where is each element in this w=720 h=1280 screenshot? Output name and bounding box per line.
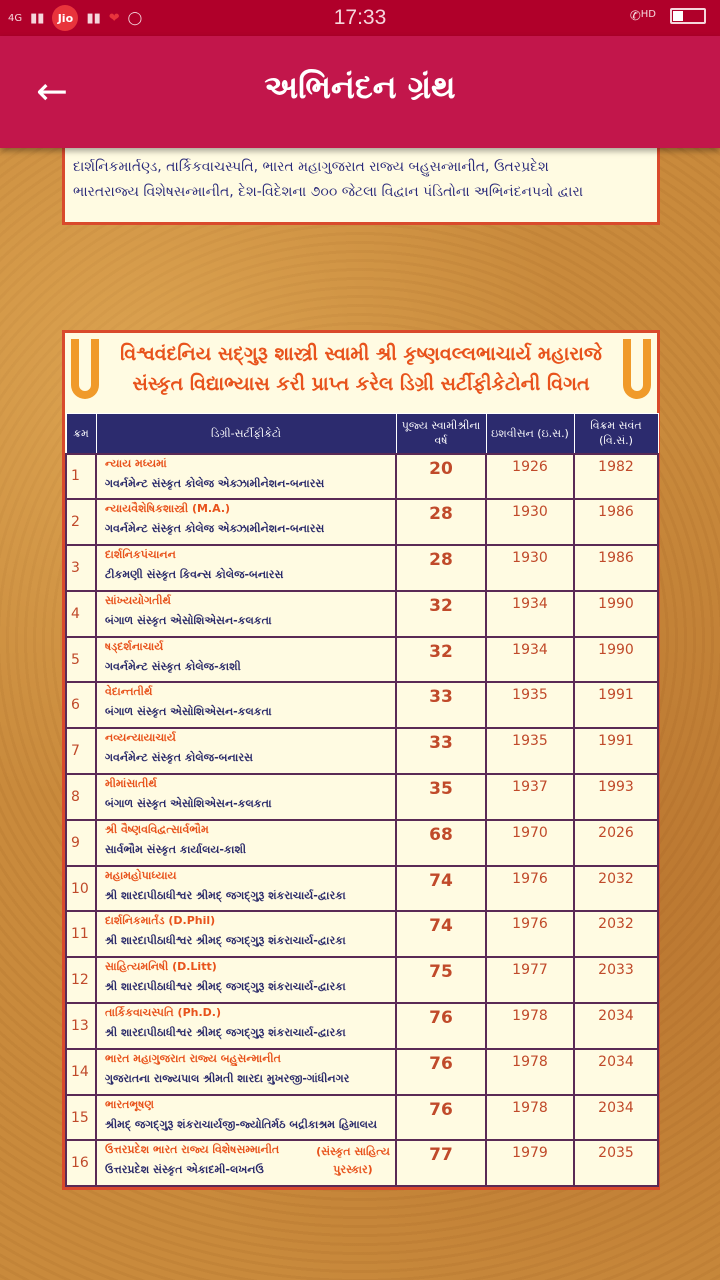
table-row [66,591,658,637]
col-header-serial: ક્રમ [66,414,96,454]
age-cell: 75 [396,957,486,1003]
signal-icon-2: ▮▮ [86,10,101,26]
ad-year-cell: 1978 [486,1003,574,1049]
carrier-badge: Jio [52,5,78,31]
table-row [66,957,658,1003]
degree-title: તાર્કિકવાચસ્પતિ (Ph.D.) [105,1006,221,1020]
serial-cell: 5 [66,637,96,683]
age-cell: 33 [396,682,486,728]
institution: ટીકમણી સંસ્કૃત કિવન્સ કોલેજ-બનારસ [105,568,284,582]
vs-year-cell: 2033 [574,957,658,1003]
institution: ગવર્નમેન્ટ સંસ્કૃત કોલેજ-બનારસ [105,751,253,765]
age-cell: 32 [396,591,486,637]
ad-year-cell: 1926 [486,454,574,500]
degree-cell [96,1049,396,1095]
ad-year-cell: 1978 [486,1049,574,1095]
serial-cell: 7 [66,728,96,774]
ad-year-cell: 1937 [486,774,574,820]
intro-line: ભારતરાજ્ય વિશેષસન્માનીત, દેશ-વિદેશના ૭૦૦ જેટલા વિદ્વાન પંડિતોના અભિનંદનપત્રો દ્વારા [73,184,584,200]
clock: 17:33 [333,6,387,29]
age-cell: 68 [396,820,486,866]
degree-cell [96,682,396,728]
institution: ગુજરાતના રાજ્યપાલ શ્રીમતી શારદા મુખરજી-ગાંધીનગર [105,1071,350,1085]
table-row [66,820,658,866]
vs-year-cell: 2032 [574,866,658,912]
page-title: અભિનંદન ગ્રંથ [264,68,456,106]
vs-year-cell: 1986 [574,545,658,591]
institution: સાર્વભૌમ સંસ્કૃત કાર્યાલય-કાશી [105,842,247,856]
award-note: (સંસ્કૃત સાહિત્ય પુરસ્કાર) [316,1145,390,1177]
vs-year-cell: 1991 [574,682,658,728]
degree-title: ભારત મહાગુજરાત રાજ્ય બહુસન્માનીત [105,1051,281,1065]
degree-cell [96,591,396,637]
age-cell: 32 [396,637,486,683]
degree-title: ઉત્તરપ્રદેશ ભારત રાજ્ય વિશેષસમ્માનીત [105,1143,280,1157]
vs-year-cell: 2034 [574,1049,658,1095]
degrees-table [65,413,659,1187]
ad-year-cell: 1977 [486,957,574,1003]
serial-cell: 8 [66,774,96,820]
age-cell: 74 [396,866,486,912]
ad-year-cell: 1970 [486,820,574,866]
vs-year-cell: 1990 [574,637,658,683]
intro-line: દાર્શનિકમાર્તણ્ડ, તાર્કિકવાચસ્પતિ, ભારત મહાગુજરાત રાજ્ય બહુસન્માનીત, ઉતરપ્રદેશ [73,159,549,175]
age-cell: 33 [396,728,486,774]
ad-year-cell: 1976 [486,911,574,957]
degree-title: મીમાંસાતીર્થ [105,777,157,791]
age-cell: 77 [396,1140,486,1186]
degree-cell [96,911,396,957]
degree-title: ન્યાય મધ્યમાં [105,456,167,470]
age-cell: 35 [396,774,486,820]
table-row [66,545,658,591]
degree-cell [96,820,396,866]
degree-title: નવ્યન્યાયાચાર્ય [105,731,176,745]
institution: બંગાળ સંસ્કૃત એસોશિએસન-કલકતા [105,613,272,627]
table-row [66,1095,658,1141]
heading-line: વિશ્વવંદનિય સદ્ગુરૂ શાસ્ત્રી સ્વામી શ્રી કૃષ્ણવલ્લભાચાર્ય મહારાજે [120,343,602,365]
ad-year-cell: 1935 [486,682,574,728]
serial-cell: 11 [66,911,96,957]
table-row [66,637,658,683]
serial-cell: 1 [66,454,96,500]
degree-title: ષડ્દર્શનાચાર્ય [105,639,164,653]
ad-year-cell: 1976 [486,866,574,912]
network-type: 4G [8,12,23,24]
vs-year-cell: 2035 [574,1140,658,1186]
degree-title: શ્રી વૈષ્ણવવિદ્વત્સાર્વભૌમ [105,822,209,836]
ad-year-cell: 1934 [486,591,574,637]
degree-cell [96,728,396,774]
airtel-icon: ❤ [108,10,120,26]
serial-cell: 4 [66,591,96,637]
ad-year-cell: 1934 [486,637,574,683]
emblem-icon [623,339,651,399]
institution: શ્રીમદ્ જગદ્ગુરૂ શંકરાચાર્યજી-જ્યોતિર્મઠ બદ્રીકાશ્રમ હિમાલય [105,1117,377,1131]
ad-year-cell: 1978 [486,1095,574,1141]
vs-year-cell: 1991 [574,728,658,774]
institution: શ્રી શારદાપીઠાધીશ્વર શ્રીમદ્ જગદ્ગુરૂ શંકરાચાર્ય-દ્વારકા [105,1026,346,1040]
degree-title: મહામહોપાધ્યાય [105,868,177,882]
table-row [66,728,658,774]
vs-year-cell: 2034 [574,1095,658,1141]
whatsapp-icon: ◯ [127,10,143,26]
degree-cell [96,774,396,820]
vs-year-cell: 1982 [574,454,658,500]
age-cell: 28 [396,499,486,545]
table-heading [65,333,657,413]
institution: ગવર્નમેન્ટ સંસ્કૃત કોલેજ એક્ઝામીનેશન-બનારસ [105,522,325,536]
age-cell: 76 [396,1095,486,1141]
institution: ગવર્નમેન્ટ સંસ્કૃત કોલેજ-કાશી [105,659,241,673]
emblem-icon [71,339,99,399]
table-row [66,682,658,728]
age-cell: 76 [396,1003,486,1049]
degree-title: દાર્શનિકપંચાનન [105,548,176,562]
table-row [66,1049,658,1095]
serial-cell: 3 [66,545,96,591]
back-arrow-icon[interactable]: ← [36,69,68,113]
table-row [66,1003,658,1049]
age-cell: 28 [396,545,486,591]
table-row [66,866,658,912]
col-header-degree: ડિગ્રી-સર્ટીફીકેટો [96,414,396,454]
degree-cell [96,499,396,545]
serial-cell: 16 [66,1140,96,1186]
degree-cell [96,545,396,591]
institution: શ્રી શારદાપીઠાધીશ્વર શ્રીમદ્ જગદ્ગુરૂ શંકરાચાર્ય-દ્વારકા [105,888,346,902]
vs-year-cell: 2026 [574,820,658,866]
vs-year-cell: 2032 [574,911,658,957]
degree-cell [96,957,396,1003]
serial-cell: 12 [66,957,96,1003]
vs-year-cell: 1990 [574,591,658,637]
age-cell: 74 [396,911,486,957]
serial-cell: 15 [66,1095,96,1141]
serial-cell: 2 [66,499,96,545]
institution: બંગાળ સંસ્કૃત એસોશિએસન-કલકતા [105,705,272,719]
degree-cell [96,637,396,683]
degree-title: વેદાન્તતીર્થ [105,685,153,699]
degree-title: ભારતભૂષણ [105,1097,155,1111]
serial-cell: 13 [66,1003,96,1049]
signal-icon: ▮▮ [30,10,45,26]
vs-year-cell: 2034 [574,1003,658,1049]
degree-cell [96,866,396,912]
institution: ઉત્તરપ્રદેશ સંસ્કૃત એકાદમી-લખનઉ [105,1163,264,1177]
heading-line: સંસ્કૃત વિદ્યાભ્યાસ કરી પ્રાપ્ત કરેલ ડિગ્રી સર્ટીફીકેટોની વિગત [132,373,590,395]
serial-cell: 6 [66,682,96,728]
app-bar [0,36,720,148]
degree-title: સાંખ્યયોગતીર્થ [105,593,171,607]
hd-label: HD [640,8,656,20]
table-row [66,774,658,820]
battery-icon [670,8,706,24]
degree-cell [96,1095,396,1141]
degree-title: સાહિત્યમનિષી (D.Litt) [105,960,217,974]
vs-year-cell: 1986 [574,499,658,545]
age-cell: 76 [396,1049,486,1095]
degree-cell [96,1003,396,1049]
col-header-vs-year: વિક્રમ સવંત (વિ.સં.) [574,414,658,454]
institution: શ્રી શારદાપીઠાધીશ્વર શ્રીમદ્ જગદ્ગુરૂ શંકરાચાર્ય-દ્વારકા [105,980,346,994]
degree-cell [96,454,396,500]
ad-year-cell: 1979 [486,1140,574,1186]
table-row [66,911,658,957]
status-bar [0,0,720,36]
serial-cell: 10 [66,866,96,912]
institution: ગવર્નમેન્ટ સંસ્કૃત કોલેજ એક્ઝામીનેશન-બનારસ [105,476,325,490]
degree-title: ન્યાયવૈશેષિકશાસ્ત્રી (M.A.) [105,502,231,516]
table-row [66,454,658,500]
col-header-ad-year: ઇશવીસન (ઇ.સ.) [486,414,574,454]
institution: બંગાળ સંસ્કૃત એસોશિએસન-કલકતા [105,797,272,811]
ad-year-cell: 1930 [486,499,574,545]
institution: શ્રી શારદાપીઠાધીશ્વર શ્રીમદ્ જગદ્ગુરૂ શંકરાચાર્ય-દ્વારકા [105,934,346,948]
degree-title: દાર્શનિકમાર્તંડ (D.Phil) [105,914,216,928]
degrees-table-card [62,330,660,1190]
age-cell: 20 [396,454,486,500]
vs-year-cell: 1993 [574,774,658,820]
col-header-age: પૂજ્ય સ્વામીશ્રીના વર્ષ [396,414,486,454]
serial-cell: 9 [66,820,96,866]
table-row [66,1140,658,1186]
ad-year-cell: 1935 [486,728,574,774]
serial-cell: 14 [66,1049,96,1095]
ad-year-cell: 1930 [486,545,574,591]
degree-cell [96,1140,396,1186]
hd-call-icon: ✆$^{HD}$ [629,8,656,24]
table-row [66,499,658,545]
